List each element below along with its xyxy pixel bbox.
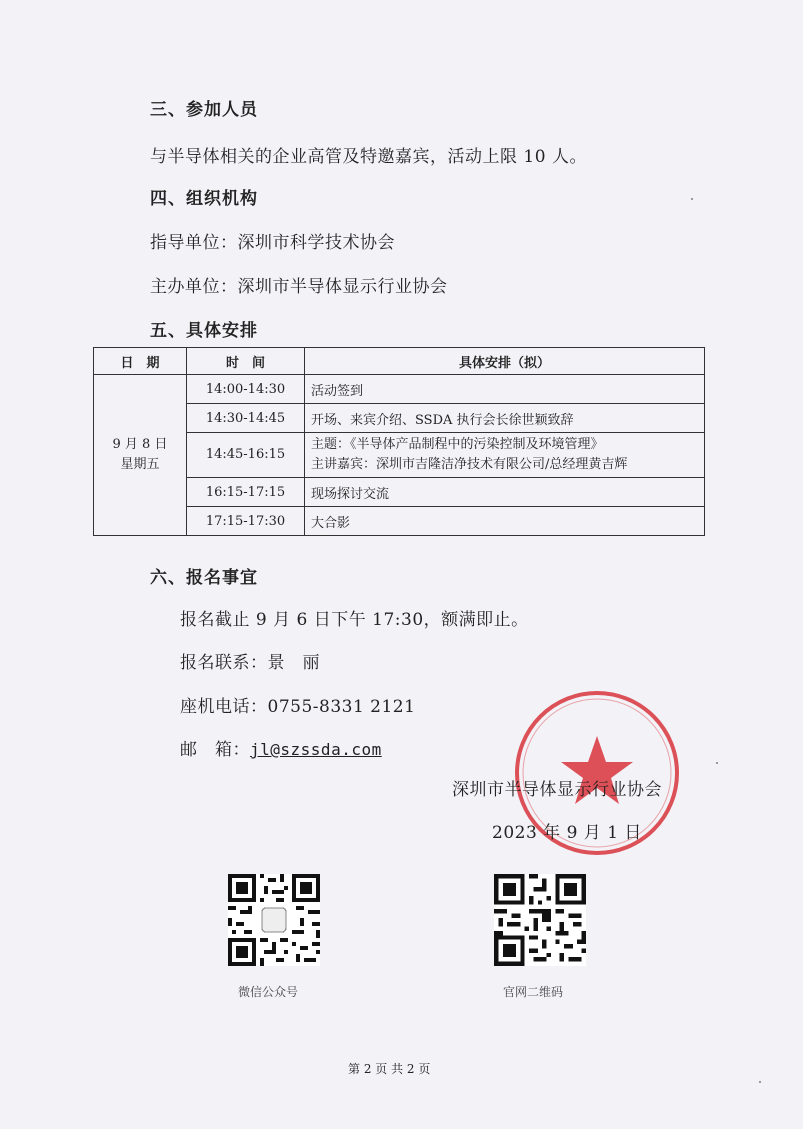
time-cell: 17:15-17:30 [187, 507, 305, 536]
website-qr-label: 官网二维码 [503, 985, 564, 999]
scan-speck [716, 762, 718, 764]
heading-registration: 六、报名事宜 [150, 568, 258, 588]
page-footer: 第 2 页 共 2 页 [348, 1062, 431, 1076]
plan-cell: 活动签到 [305, 375, 705, 404]
host-unit: 主办单位：深圳市半导体显示行业协会 [150, 277, 448, 297]
table-row [94, 375, 705, 404]
guide-unit: 指导单位：深圳市科学技术协会 [150, 233, 395, 253]
wechat-qr-label: 微信公众号 [238, 985, 299, 999]
registration-email-row [180, 735, 382, 760]
weekday-line: 星期五 [120, 457, 160, 472]
registration-phone: 座机电话：0755-8331 2121 [180, 697, 416, 717]
time-cell: 14:45-16:15 [187, 433, 305, 478]
scan-speck [759, 1081, 761, 1083]
plan-speaker: 主讲嘉宾：深圳市吉隆洁净技术有限公司/总经理黄吉辉 [311, 457, 628, 472]
time-cell: 14:30-14:45 [187, 404, 305, 433]
table-header-row [94, 348, 705, 375]
scan-speck [691, 198, 693, 200]
heading-schedule: 五、具体安排 [150, 321, 258, 341]
plan-cell [305, 433, 705, 478]
registration-contact: 报名联系：景 丽 [180, 653, 320, 673]
time-cell: 16:15-17:15 [187, 478, 305, 507]
plan-cell: 大合影 [305, 507, 705, 536]
plan-topic: 主题：《半导体产品制程中的污染控制及环境管理》 [311, 437, 604, 452]
date-cell [94, 375, 187, 536]
heading-organization: 四、组织机构 [150, 189, 258, 209]
registration-deadline: 报名截止 9 月 6 日下午 17:30，额满即止。 [180, 610, 529, 630]
heading-participants: 三、参加人员 [150, 100, 258, 120]
participants-text: 与半导体相关的企业高管及特邀嘉宾，活动上限 10 人。 [150, 147, 587, 167]
header-time: 时 间 [187, 348, 305, 375]
schedule-table [93, 347, 705, 536]
date-line: 9 月 8 日 [112, 437, 168, 452]
time-cell: 14:00-14:30 [187, 375, 305, 404]
wechat-qr-code [228, 874, 320, 966]
plan-cell: 开场、来宾介绍、SSDA 执行会长徐世颖致辞 [305, 404, 705, 433]
website-qr-code [494, 874, 586, 966]
signature-org: 深圳市半导体显示行业协会 [452, 780, 662, 800]
header-date: 日 期 [94, 348, 187, 375]
header-plan: 具体安排（拟） [305, 348, 705, 375]
signature-date: 2023 年 9 月 1 日 [492, 823, 642, 843]
email-link[interactable]: jl@szssda.com [250, 740, 382, 759]
email-label: 邮 箱： [180, 740, 250, 760]
plan-cell: 现场探讨交流 [305, 478, 705, 507]
